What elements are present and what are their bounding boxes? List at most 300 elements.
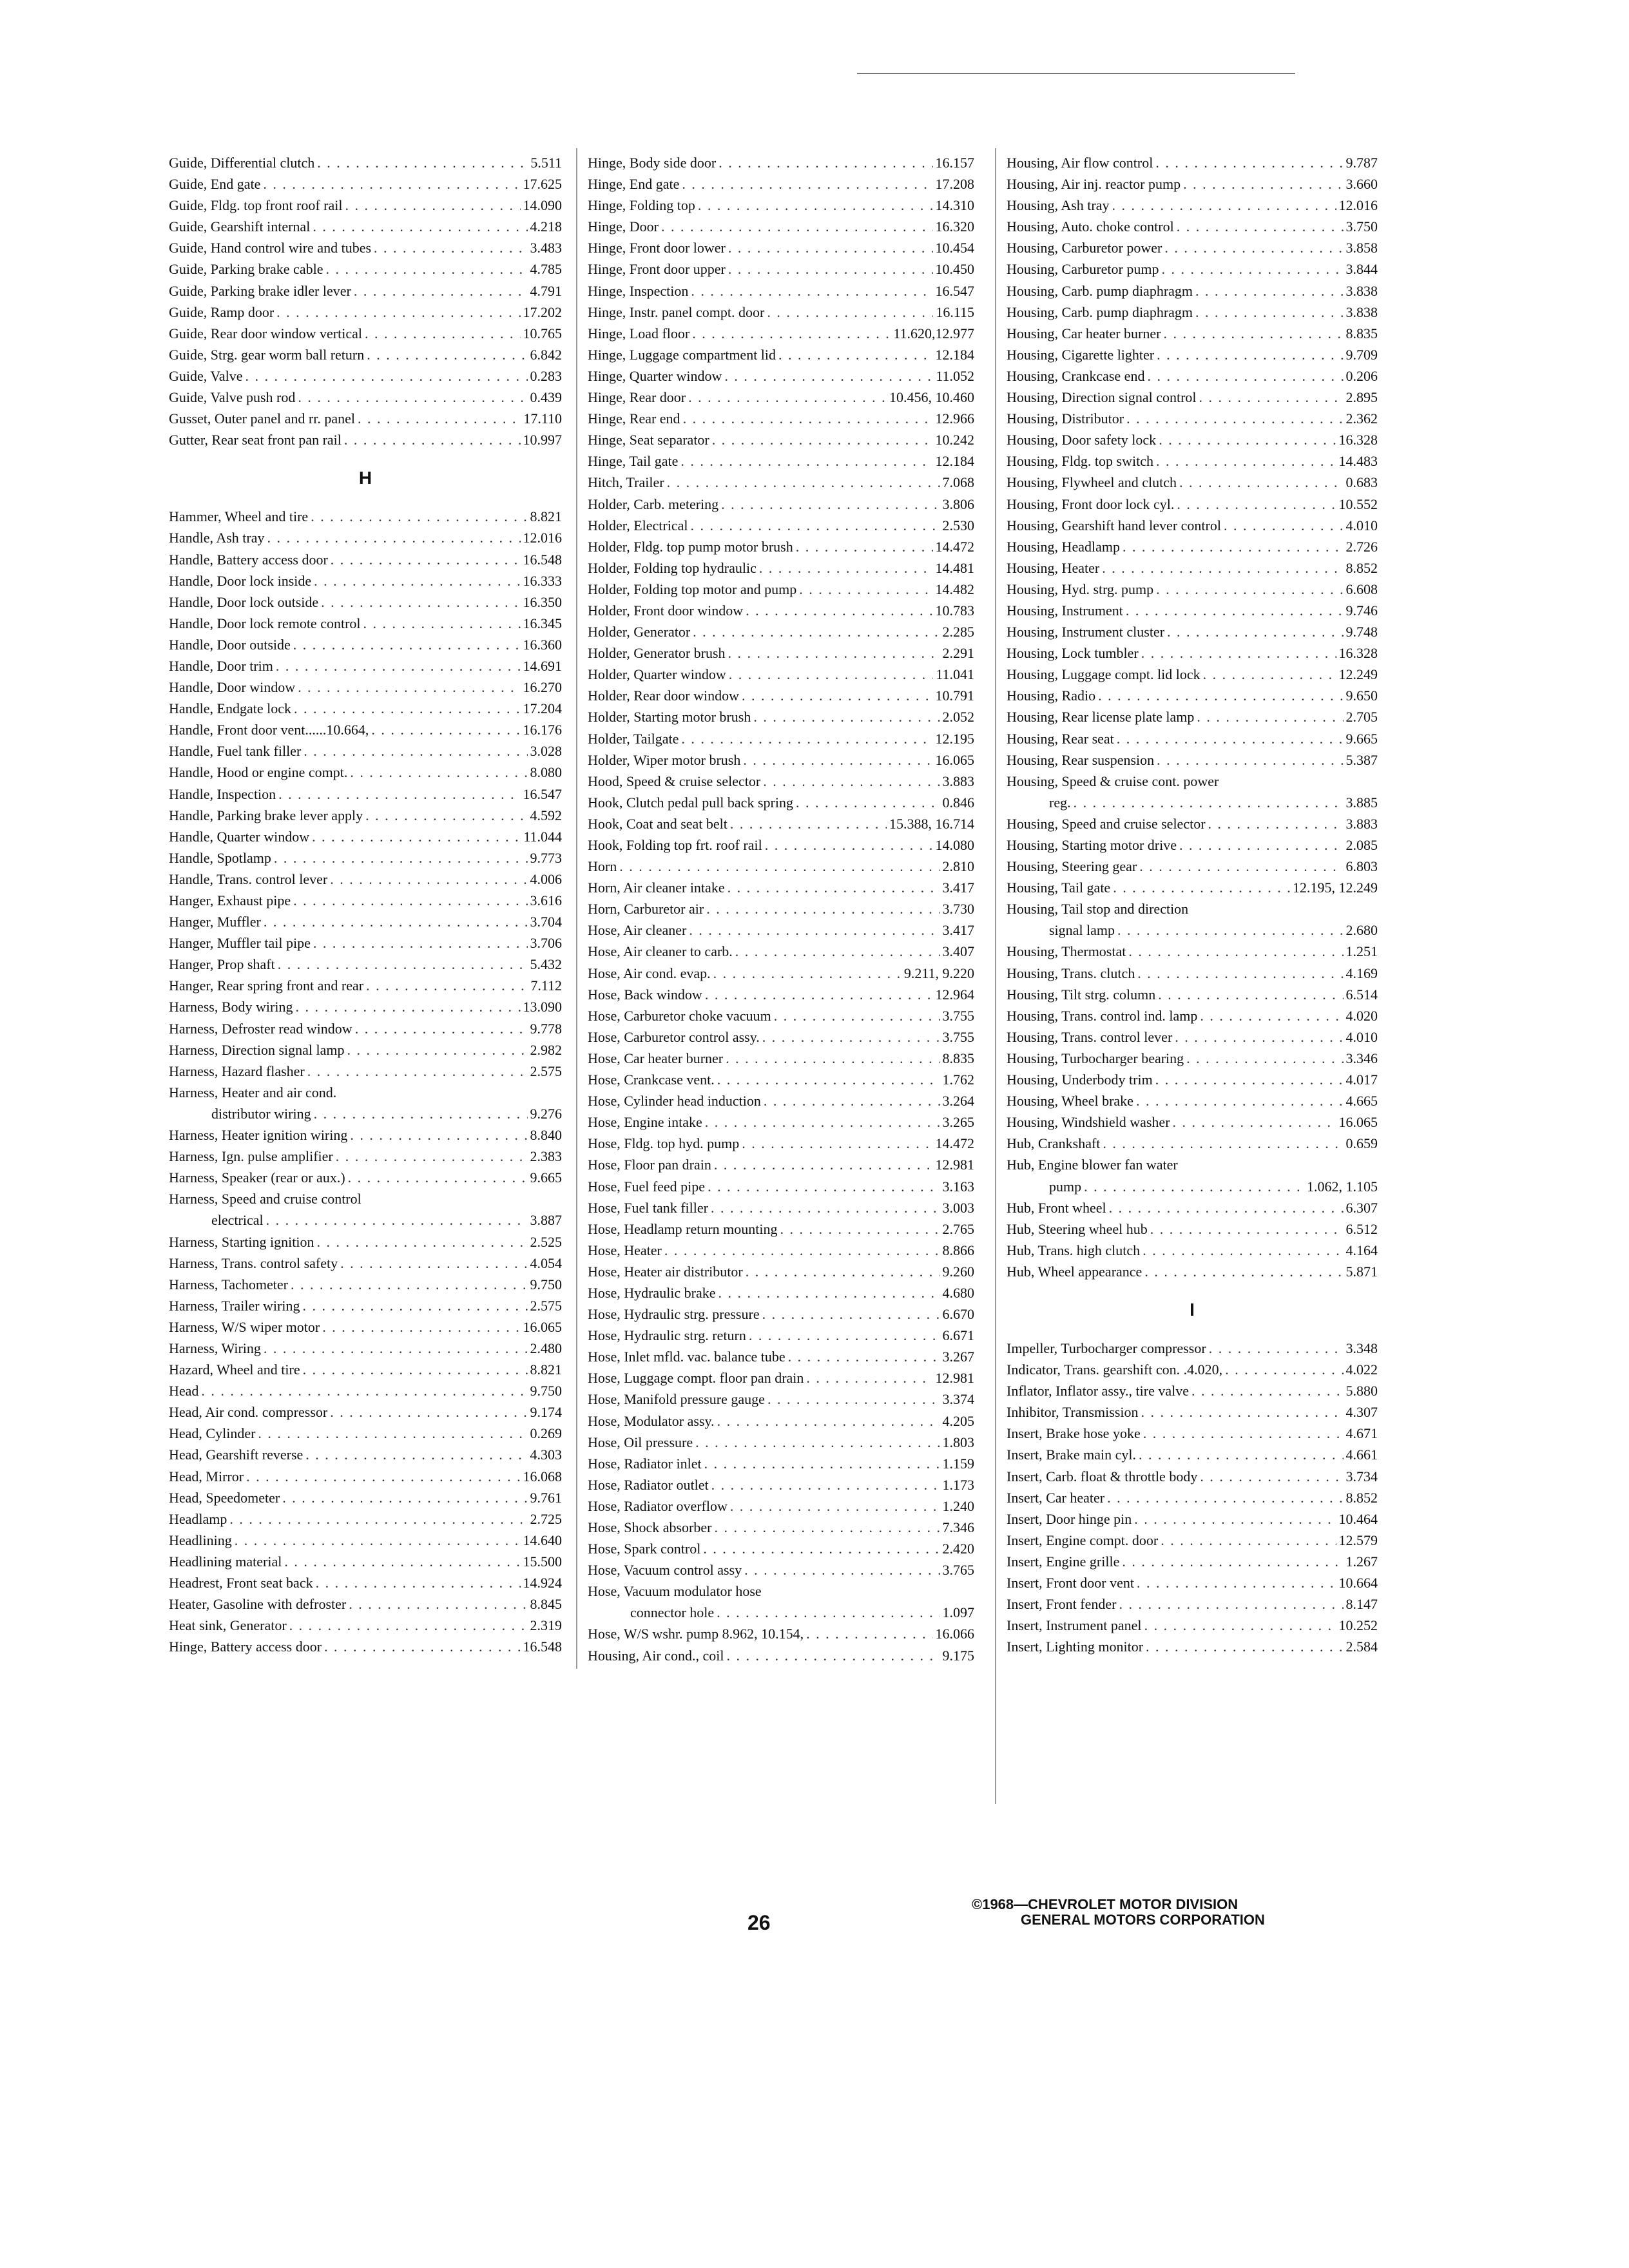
dot-leader (1134, 1508, 1336, 1530)
index-entry (169, 1572, 562, 1593)
entry-term: Hose, Floor pan drain (588, 1157, 711, 1173)
index-entry (169, 323, 562, 344)
entry-term: Harness, Defroster read window (169, 1020, 352, 1037)
index-entry (169, 1615, 562, 1636)
index-entry (588, 1111, 974, 1133)
dot-leader (726, 1048, 940, 1069)
entry-term: Hub, Front wheel (1007, 1199, 1106, 1216)
entry-term: Handle, Inspection (169, 785, 276, 802)
entry-term: Housing, Car heater burner (1007, 325, 1161, 341)
dot-leader (1195, 302, 1343, 323)
dot-leader (708, 1176, 940, 1197)
entry-reference: 3.730 (942, 901, 974, 918)
entry-reference: 0.283 (530, 367, 562, 384)
dot-leader (258, 1423, 527, 1444)
entry-reference: 8.852 (1345, 559, 1378, 576)
entry-reference: 0.269 (530, 1425, 562, 1442)
entry-term: Guide, Gearshift internal (169, 218, 311, 235)
entry-reference: 2.285 (942, 624, 974, 640)
entry-reference: 10.791 (935, 687, 974, 704)
entry-term: Hose, Headlamp return mounting (588, 1220, 778, 1237)
entry-term: Harness, Starting ignition (169, 1233, 314, 1250)
index-entry (588, 771, 974, 792)
entry-term: Holder, Folding top hydraulic (588, 559, 757, 576)
entry-reference: 12.579 (1338, 1532, 1378, 1548)
dot-leader (1155, 1069, 1344, 1090)
entry-reference: 12.184 (935, 453, 974, 470)
dot-leader (1159, 429, 1336, 450)
entry-term: Hose, Hydraulic strg. return (588, 1327, 746, 1344)
entry-reference: 16.547 (935, 282, 974, 299)
dot-leader (201, 1380, 527, 1401)
index-entry (169, 1167, 562, 1188)
entry-reference: 2.765 (942, 1220, 974, 1237)
dot-leader (295, 996, 520, 1017)
index-entry (1007, 302, 1378, 323)
entry-term: Housing, Luggage compt. lid lock (1007, 666, 1200, 683)
dot-leader (1137, 963, 1343, 984)
entry-term: Holder, Fldg. top pump motor brush (588, 538, 793, 555)
entry-reference: 16.115 (936, 303, 974, 320)
entry-reference: 4.592 (530, 807, 562, 823)
dot-leader (718, 152, 932, 173)
dot-leader (1157, 344, 1343, 365)
entry-reference: 9.778 (530, 1020, 562, 1037)
entry-term: Handle, Quarter window (169, 828, 310, 845)
index-entry (588, 1240, 974, 1261)
index-entry (588, 1367, 974, 1389)
entry-reference: 2.052 (942, 709, 974, 726)
entry-reference: 3.706 (530, 935, 562, 952)
dot-leader (729, 664, 934, 685)
entry-term: Indicator, Trans. gearshift con. .4.020, (1007, 1361, 1223, 1378)
entry-reference: 2.584 (1345, 1639, 1378, 1655)
entry-reference: 3.264 (942, 1093, 974, 1110)
entry-term: Hinge, Rear end (588, 410, 680, 427)
index-entry (169, 387, 562, 408)
dot-leader (274, 847, 528, 869)
dot-leader (1175, 1026, 1343, 1048)
entry-reference: 0.683 (1345, 474, 1378, 491)
dot-leader (366, 975, 528, 996)
entry-term: Head, Speedometer (169, 1489, 280, 1506)
dot-leader (717, 1069, 940, 1090)
dot-leader (746, 600, 932, 621)
entry-term: Hose, Cylinder head induction (588, 1093, 761, 1110)
entry-reference: 6.670 (942, 1306, 974, 1323)
dot-leader (1200, 1005, 1343, 1026)
dot-leader (317, 152, 528, 173)
dot-leader (695, 1432, 940, 1453)
dot-leader (1199, 387, 1344, 408)
entry-reference: 4.303 (530, 1446, 562, 1463)
entry-term: Guide, Rear door window vertical (169, 325, 362, 341)
entry-reference: 13.090 (523, 999, 562, 1015)
index-entry (1007, 450, 1378, 472)
dot-leader (1098, 685, 1343, 706)
entry-term: Housing, Starting motor drive (1007, 837, 1177, 853)
entry-reference: 17.202 (523, 303, 562, 320)
entry-reference: 3.838 (1345, 303, 1378, 320)
index-entry (588, 1410, 974, 1432)
index-entry (588, 429, 974, 450)
entry-term: Hose, Modulator assy. (588, 1412, 715, 1429)
index-entry (1007, 1423, 1378, 1444)
entry-reference: 2.530 (942, 517, 974, 533)
entry-term: Hinge, End gate (588, 176, 680, 193)
index-entry (1007, 1111, 1378, 1133)
entry-term: Hook, Coat and seat belt (588, 815, 728, 832)
dot-leader (1112, 195, 1336, 216)
entry-term: Housing, Thermostat (1007, 943, 1126, 960)
entry-term: Hanger, Rear spring front and rear (169, 977, 364, 994)
entry-term: Housing, Radio (1007, 687, 1096, 704)
dot-leader (267, 527, 520, 548)
entry-reference: 4.006 (530, 870, 562, 887)
index-entry (588, 856, 974, 877)
entry-reference: 5.511 (530, 155, 562, 171)
dot-leader (1173, 1111, 1336, 1133)
entry-term: Hook, Folding top frt. roof rail (588, 837, 762, 853)
dot-leader (264, 1338, 528, 1359)
entry-reference: 2.680 (1345, 922, 1378, 939)
index-entry (169, 1082, 562, 1103)
dot-leader (311, 506, 527, 527)
entry-term: Holder, Front door window (588, 602, 744, 619)
index-entry (1007, 685, 1378, 706)
entry-reference: 8.835 (1345, 325, 1378, 341)
index-entry (588, 600, 974, 621)
entry-term: Gutter, Rear seat front pan rail (169, 432, 342, 448)
dot-leader (680, 450, 932, 472)
index-entry (1007, 1487, 1378, 1508)
dot-leader (705, 1111, 940, 1133)
dot-leader (762, 1303, 940, 1325)
entry-term: Housing, Wheel brake (1007, 1093, 1133, 1110)
dot-leader (1157, 749, 1343, 771)
entry-term: Holder, Generator (588, 624, 691, 640)
entry-term: Housing, Heater (1007, 559, 1100, 576)
entry-reference: 10.464 (1338, 1510, 1378, 1527)
index-entry (588, 323, 974, 344)
index-entry (169, 1039, 562, 1061)
dot-leader (294, 698, 521, 719)
dot-leader (806, 1367, 932, 1389)
index-entry (588, 941, 974, 962)
entry-reference: 7.068 (942, 474, 974, 491)
entry-reference: 16.065 (935, 751, 974, 768)
entry-term: Hazard, Wheel and tire (169, 1361, 300, 1378)
entry-reference: 2.810 (942, 858, 974, 875)
index-entry (1007, 600, 1378, 621)
index-entry (1007, 494, 1378, 515)
entry-reference: 4.054 (530, 1254, 562, 1271)
entry-term: Housing, Speed and cruise selector (1007, 815, 1206, 832)
dot-leader (1155, 152, 1343, 173)
index-entry (169, 408, 562, 429)
dot-leader (682, 173, 932, 195)
dot-leader (713, 963, 901, 984)
copyright-footer (972, 1897, 1265, 1928)
entry-term: Guide, Hand control wire and tubes (169, 240, 372, 256)
dot-leader (1161, 258, 1343, 280)
dot-leader (763, 771, 940, 792)
dot-leader (767, 302, 933, 323)
entry-term: Harness, W/S wiper motor (169, 1318, 320, 1335)
entry-reference: 10.997 (523, 432, 562, 448)
index-entry (588, 1538, 974, 1559)
entry-reference: 7.346 (942, 1519, 974, 1535)
entry-term: Guide, Strg. gear worm ball return (169, 346, 365, 363)
entry-term: Hinge, Battery access door (169, 1639, 322, 1655)
entry-reference: 1.803 (942, 1434, 974, 1450)
entry-term: Harness, Tachometer (169, 1276, 288, 1293)
index-entry (1007, 258, 1378, 280)
entry-reference: 3.407 (942, 943, 974, 960)
dot-leader (721, 494, 940, 515)
entry-term: Hanger, Muffler (169, 914, 261, 930)
entry-reference: 8.835 (942, 1050, 974, 1066)
dot-leader (712, 429, 933, 450)
dot-leader (289, 1615, 528, 1636)
top-rule (857, 73, 1295, 74)
entry-term: Hood, Speed & cruise selector (588, 773, 761, 789)
index-entry (1007, 706, 1378, 727)
dot-leader (276, 655, 521, 677)
dot-leader (711, 1197, 940, 1218)
entry-reference: 4.665 (1345, 1093, 1378, 1110)
index-entry (588, 1026, 974, 1048)
index-entry (1007, 856, 1378, 877)
dot-leader (1137, 1572, 1336, 1593)
entry-reference: 3.348 (1345, 1340, 1378, 1356)
entry-reference: 5.880 (1345, 1383, 1378, 1399)
entry-reference: 5.387 (1345, 751, 1378, 768)
entry-reference: 9.761 (530, 1489, 562, 1506)
index-entry (588, 280, 974, 302)
entry-reference: 0.659 (1345, 1135, 1378, 1152)
entry-term: Housing, Air flow control (1007, 155, 1153, 171)
entry-term: Insert, Lighting monitor (1007, 1639, 1144, 1655)
index-entry (588, 749, 974, 771)
dot-leader (704, 1453, 940, 1474)
entry-reference: 16.270 (523, 679, 562, 696)
dot-leader (1167, 621, 1343, 642)
index-entry (169, 869, 562, 890)
index-entry (588, 1325, 974, 1346)
entry-term: Housing, Tilt strg. column (1007, 986, 1156, 1003)
entry-reference: 3.417 (942, 879, 974, 896)
index-entry (169, 195, 562, 216)
entry-reference: 9.787 (1345, 155, 1378, 171)
index-entry (1007, 1026, 1378, 1048)
entry-term: Housing, Tail gate (1007, 879, 1111, 896)
dot-leader (1123, 536, 1344, 557)
index-entry (169, 1530, 562, 1551)
entry-term: Guide, Valve (169, 367, 243, 384)
index-entry (1007, 1551, 1378, 1572)
entry-term: Housing, Ash tray (1007, 197, 1110, 214)
dot-leader (1156, 450, 1336, 472)
dot-leader (324, 1636, 520, 1657)
entry-term: Housing, Hyd. strg. pump (1007, 581, 1154, 597)
entry-reference: 12.966 (935, 410, 974, 427)
entry-reference: 3.806 (942, 495, 974, 512)
index-entry (1007, 877, 1378, 898)
index-entry (588, 1495, 974, 1517)
index-entry (169, 805, 562, 826)
dot-leader (698, 195, 933, 216)
entry-reference: 12.016 (1338, 197, 1378, 214)
entry-reference: 15.388, 16.714 (889, 815, 974, 832)
entry-reference: 16.176 (523, 722, 562, 738)
index-entry (1007, 1530, 1378, 1551)
dot-leader (1209, 1338, 1344, 1359)
index-entry (169, 1124, 562, 1146)
entry-term: Insert, Front door vent (1007, 1575, 1134, 1591)
index-entry (588, 173, 974, 195)
entry-reference: 16.328 (1338, 432, 1378, 448)
entry-term: reg. (1049, 794, 1071, 811)
dot-leader (1126, 600, 1344, 621)
entry-term: Hose, Hydraulic strg. pressure (588, 1306, 760, 1323)
dot-leader (1197, 706, 1343, 727)
dot-leader (753, 706, 940, 727)
dot-leader (691, 280, 932, 302)
entry-term: Horn, Air cleaner intake (588, 879, 725, 896)
index-entry (1007, 1240, 1378, 1261)
dot-leader (340, 1253, 527, 1274)
index-entry (588, 1645, 974, 1666)
dot-leader (714, 1154, 933, 1175)
entry-term: Head, Air cond. compressor (169, 1404, 328, 1421)
index-entry (588, 728, 974, 749)
dot-leader (619, 856, 940, 877)
entry-term: Hinge, Luggage compartment lid (588, 346, 776, 363)
entry-reference: 3.887 (530, 1212, 562, 1229)
index-entry (1007, 1176, 1378, 1197)
entry-term: Head, Gearshift reverse (169, 1446, 304, 1463)
dot-leader (1141, 642, 1336, 664)
index-entry (169, 1401, 562, 1423)
index-entry (588, 195, 974, 216)
index-entry (588, 1261, 974, 1282)
entry-term: Housing, Speed & cruise cont. power (1007, 773, 1219, 789)
dot-leader (1208, 813, 1344, 834)
entry-term: Harness, Direction signal lamp (169, 1041, 345, 1058)
dot-leader (1143, 1423, 1344, 1444)
entry-term: Hose, Hydraulic brake (588, 1284, 716, 1301)
entry-reference: 9.773 (530, 849, 562, 866)
entry-reference: 10.454 (935, 240, 974, 256)
index-entry (169, 1146, 562, 1167)
entry-term: Housing, Carb. pump diaphragm (1007, 303, 1193, 320)
entry-term: Guide, Fldg. top front roof rail (169, 197, 343, 214)
index-entry (588, 536, 974, 557)
dot-leader (314, 570, 520, 591)
entry-reference: 16.065 (523, 1318, 562, 1335)
index-entry (169, 527, 562, 548)
dot-leader (689, 919, 940, 941)
dot-leader (302, 1295, 527, 1316)
dot-leader (316, 1231, 527, 1253)
entry-term: Hinge, Front door lower (588, 240, 726, 256)
entry-term: Hose, Fuel feed pipe (588, 1178, 706, 1195)
entry-term: Hose, Luggage compt. floor pan drain (588, 1370, 804, 1387)
dot-leader (728, 877, 940, 898)
entry-reference: 0.439 (530, 389, 562, 406)
index-entry (588, 152, 974, 173)
dot-leader (293, 634, 521, 655)
entry-reference: 12.195 (935, 730, 974, 747)
entry-term: Hose, Crankcase vent. (588, 1072, 715, 1088)
dot-leader (1126, 408, 1343, 429)
entry-reference: 14.691 (523, 657, 562, 674)
index-entry (588, 1602, 974, 1623)
dot-leader (336, 1146, 528, 1167)
index-entry (169, 429, 562, 450)
entry-term: Hose, Air cond. evap. (588, 965, 711, 981)
entry-reference: 4.020 (1345, 1007, 1378, 1024)
entry-term: Hose, Vacuum modulator hose (588, 1583, 762, 1600)
entry-term: Holder, Wiper motor brush (588, 751, 741, 768)
index-entry (1007, 1466, 1378, 1487)
index-entry (169, 783, 562, 805)
entry-term: Hose, Engine intake (588, 1114, 702, 1131)
entry-term: Housing, Air cond., coil (588, 1647, 724, 1664)
entry-reference: 14.310 (935, 197, 974, 214)
entry-reference: 2.725 (530, 1510, 562, 1527)
index-entry (1007, 1154, 1378, 1175)
entry-term: Handle, Door trim (169, 657, 273, 674)
dot-leader (1117, 728, 1344, 749)
entry-reference: 1.762 (942, 1072, 974, 1088)
dot-leader (348, 1167, 528, 1188)
index-entry (169, 762, 562, 783)
entry-term: Headlining material (169, 1553, 282, 1570)
index-entry (169, 237, 562, 258)
dot-leader (344, 429, 521, 450)
entry-reference: 4.022 (1345, 1361, 1378, 1378)
index-entry (588, 237, 974, 258)
index-entry (169, 1231, 562, 1253)
entry-reference: 9.174 (530, 1404, 562, 1421)
entry-term: Hose, Radiator overflow (588, 1497, 728, 1514)
entry-reference: 3.858 (1345, 240, 1378, 256)
entry-term: Harness, Heater and air cond. (169, 1084, 337, 1100)
dot-leader (1139, 856, 1343, 877)
entry-reference: 2.420 (942, 1541, 974, 1557)
entry-term: Holder, Folding top motor and pump (588, 581, 797, 597)
entry-reference: 2.726 (1345, 538, 1378, 555)
index-entry (1007, 771, 1378, 792)
index-entry (169, 677, 562, 698)
entry-term: Hinge, Rear door (588, 389, 686, 406)
entry-term: Hinge, Instr. panel compt. door (588, 303, 765, 320)
entry-term: Housing, Instrument cluster (1007, 624, 1165, 640)
index-column-2 (588, 152, 974, 1666)
entry-reference: 3.883 (942, 773, 974, 789)
entry-reference: 3.265 (942, 1114, 974, 1131)
index-entry (588, 963, 974, 984)
index-entry (588, 1303, 974, 1325)
dot-leader (266, 1209, 528, 1231)
entry-term: Hinge, Inspection (588, 282, 689, 299)
index-entry (1007, 515, 1378, 536)
entry-reference: 1.251 (1345, 943, 1378, 960)
entry-term: Hinge, Load floor (588, 325, 690, 341)
dot-leader (717, 1602, 940, 1623)
